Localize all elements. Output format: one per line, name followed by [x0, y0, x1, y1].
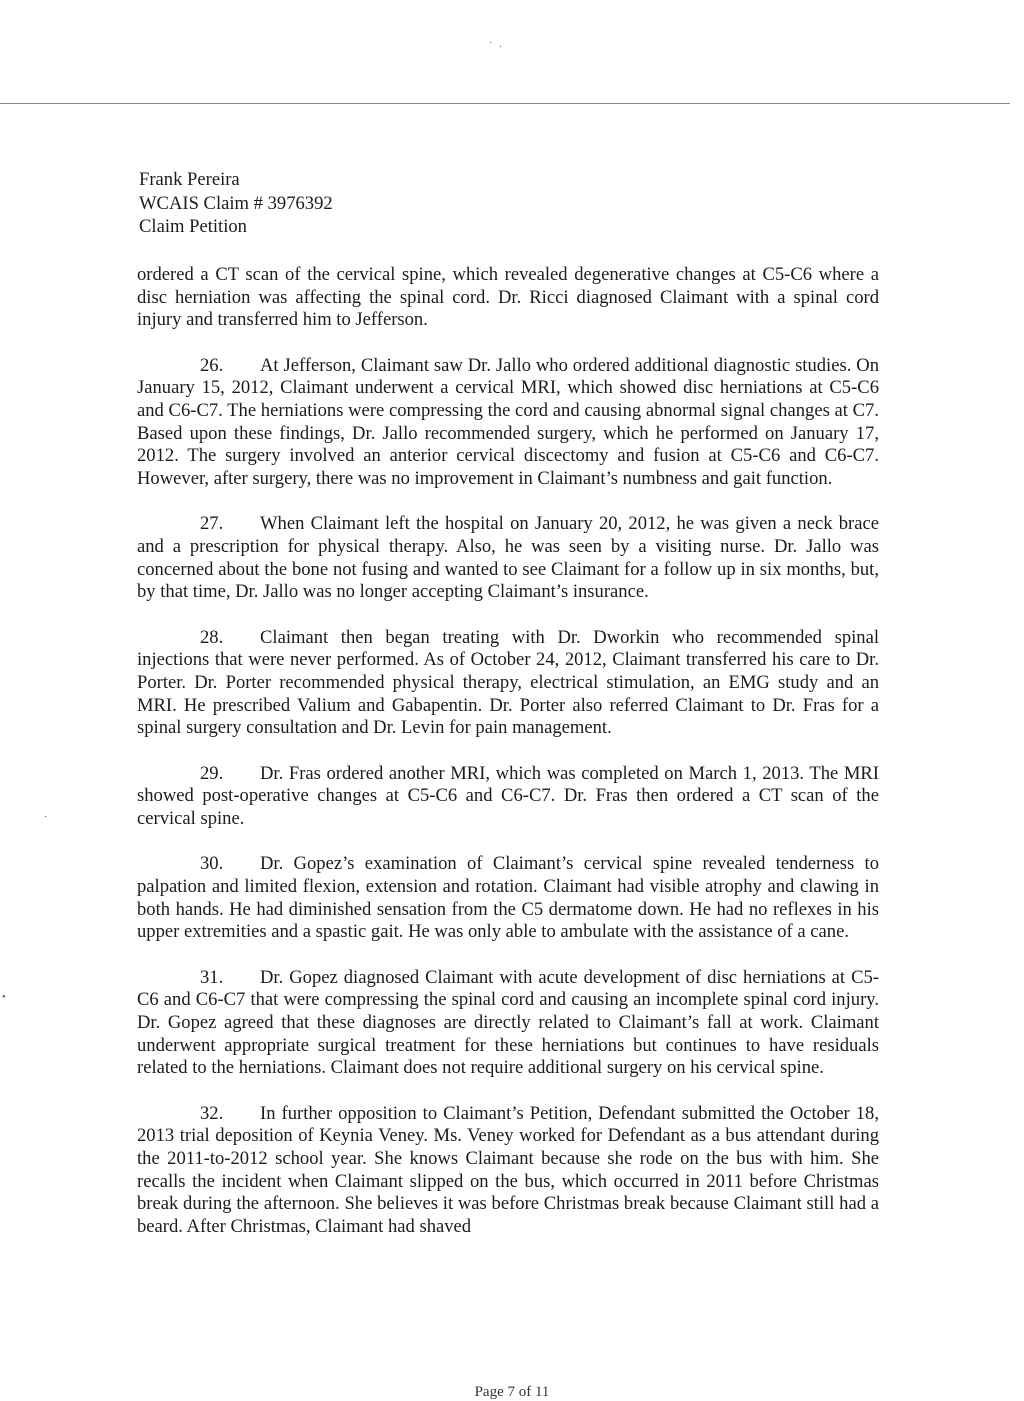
document-header — [139, 168, 333, 239]
scan-speck: · — [489, 38, 493, 49]
paragraph-26 — [137, 355, 879, 491]
paragraph-number: 27. — [200, 513, 224, 535]
paragraph-number: 31. — [200, 966, 224, 988]
scan-speck: · — [499, 42, 503, 53]
document-body — [137, 264, 879, 1261]
paragraph-number: 26. — [200, 354, 224, 376]
paragraph-continued — [137, 264, 879, 332]
scan-speck: · — [44, 812, 48, 823]
paragraph-text: ordered a CT scan of the cervical spine, which revealed degenerative changes at C5-C6 where a disc herniation was affecting the spinal cord. Dr. Ricci diagnosed Claimant with a spinal cord injury and transferred him to Jefferson. — [137, 264, 879, 331]
claimant-name: Frank Pereira — [139, 169, 240, 190]
paragraph-number: 30. — [200, 853, 224, 875]
scan-edge-line — [0, 103, 1010, 104]
paragraph-text: Claimant then began treating with Dr. Dworkin who recommended spinal injections that were never performed. As of October 24, 2012, Claimant transferred his care to Dr. Porter. Dr. Porter recommended physical therapy, electrical stimulation, an EMG study and an MRI. He prescribed Valium and Gabapentin. Dr. Porter also referred Claimant to Dr. Fras for a spinal surgery consultation and Dr. Levin for pain management. — [137, 626, 879, 739]
scan-speck: • — [2, 992, 6, 1003]
claim-number: WCAIS Claim # 3976392 — [139, 192, 333, 214]
paragraph-29 — [137, 763, 879, 831]
paragraph-30 — [137, 853, 879, 944]
paragraph-text: Dr. Gopez diagnosed Claimant with acute development of disc herniations at C5-C6 and C6-C7 that were compressing the spinal cord and causing an incomplete spinal cord injury. Dr. Gopez agreed that these diagnoses are directly related to Claimant’s fall at work. Claimant underwent appropriate surgical treatment for these herniations but continues to have residuals related to the herniations. Claimant does not require additional surgery on his cervical spine. — [137, 966, 879, 1079]
paragraph-number: 29. — [200, 762, 224, 784]
paragraph-text: When Claimant left the hospital on January 20, 2012, he was given a neck brace and a prescription for physical therapy. Also, he was seen by a visiting nurse. Dr. Jallo was concerned about the bone not fusing and wanted to see Claimant for a follow up in six months, but, by that time, Dr. Jallo was no longer accepting Claimant’s insurance. — [137, 513, 879, 603]
page-number: Page 7 of 11 — [474, 1384, 550, 1400]
paragraph-text: In further opposition to Claimant’s Petition, Defendant submitted the October 18, 2013 trial deposition of Keynia Veney. Ms. Veney worked for Defendant as a bus attendant during the 2011-to-2012 school year. She knows Claimant because she rode on the bus with him. She recalls the incident when Claimant slipped on the bus, which occurred in 2011 before Christmas break during the afternoon. She believes it was before Christmas break because Claimant still had a beard. After Christmas, Claimant had shaved — [137, 1102, 879, 1238]
paragraph-text: Dr. Gopez’s examination of Claimant’s cervical spine revealed tenderness to palpation and limited flexion, extension and rotation. Claimant had visible atrophy and clawing in both hands. He had diminished sensation from the C5 dermatome down. He had no reflexes in his upper extremities and a spastic gait. He was only able to ambulate with the assistance of a cane. — [137, 853, 879, 943]
paragraph-27 — [137, 513, 879, 604]
paragraph-28 — [137, 627, 879, 741]
paragraph-number: 28. — [200, 626, 224, 648]
paragraph-text: At Jefferson, Claimant saw Dr. Jallo who ordered additional diagnostic studies. On January 15, 2012, Claimant underwent a cervical MRI, which showed disc herniations at C5-C6 and C6-C7. The herniations were compressing the cord and causing abnormal signal changes at C7. Based upon these findings, Dr. Jallo recommended surgery, which he performed on January 17, 2012. The surgery involved an anterior cervical discectomy and fusion at C5-C6 and C6-C7. However, after surgery, there was no improvement in Claimant’s numbness and gait function. — [137, 354, 879, 490]
paragraph-text: Dr. Fras ordered another MRI, which was completed on March 1, 2013. The MRI showed post-operative changes at C5-C6 and C6-C7. Dr. Fras then ordered a CT scan of the cervical spine. — [137, 762, 879, 830]
paragraph-number: 32. — [200, 1102, 224, 1124]
paragraph-31 — [137, 967, 879, 1081]
document-type: Claim Petition — [139, 216, 247, 237]
paragraph-32 — [137, 1103, 879, 1239]
